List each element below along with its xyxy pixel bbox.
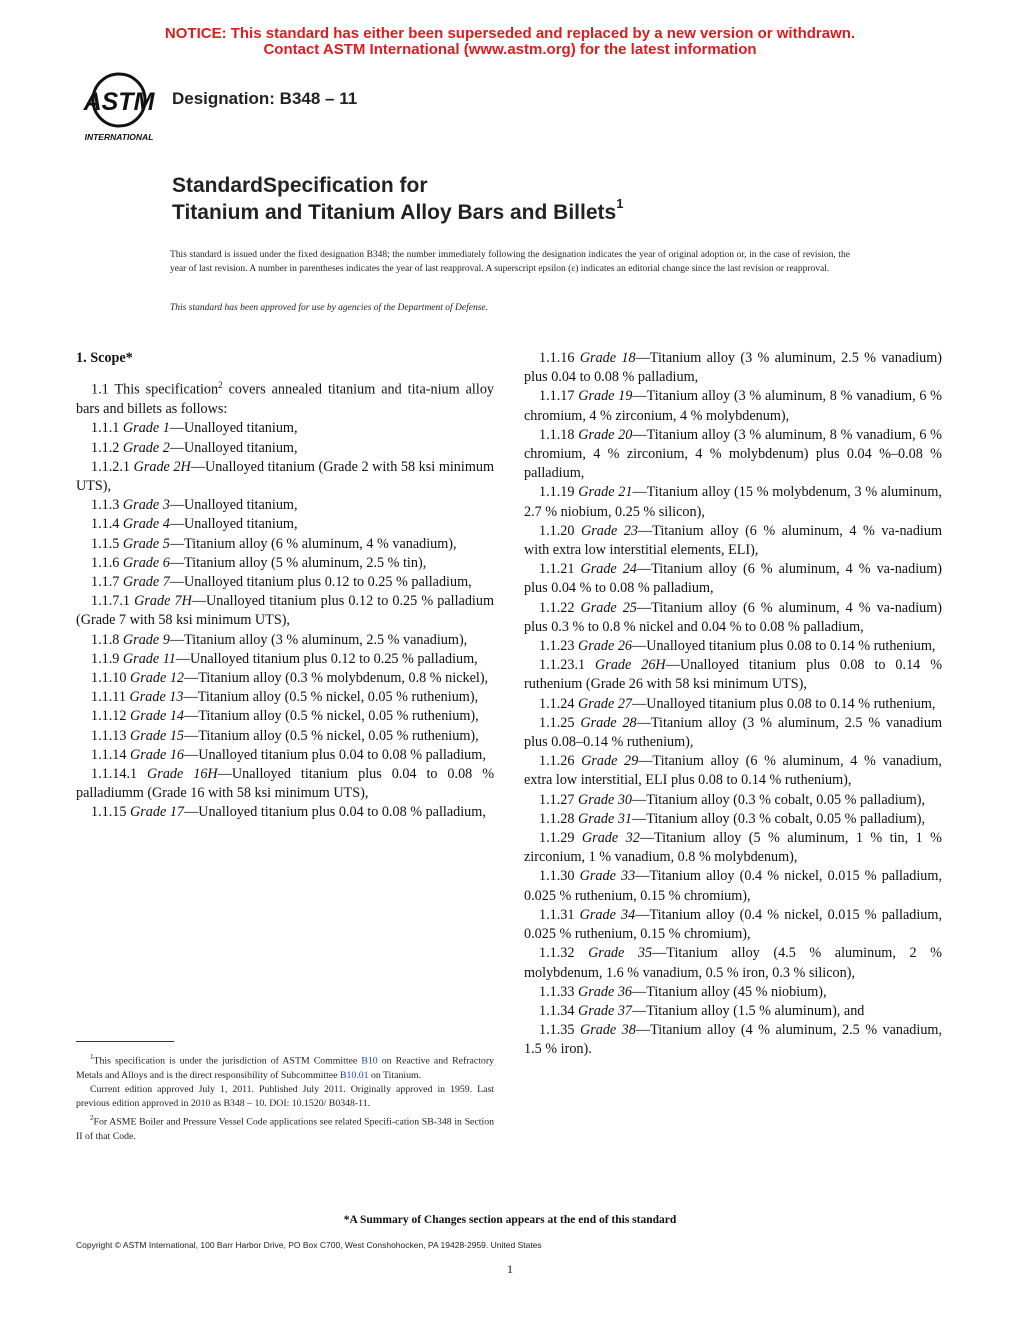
scope-item-text: —Titanium alloy (3 % aluminum, 8 % vanadium, 6 % chromium, 4 % zirconium, 4 % molybdenum) plus 0.04 %–0.08 % palladium,	[524, 426, 942, 482]
scope-item-text: —Titanium alloy (0.5 % nickel, 0.05 % ruthenium),	[184, 727, 479, 744]
grade-name: Grade 24	[580, 561, 637, 578]
scope-item	[524, 695, 942, 714]
footnotes	[76, 1050, 494, 1144]
withdrawal-notice	[0, 26, 1020, 58]
scope-item	[76, 746, 494, 765]
scope-item-number: 1.1.16	[539, 350, 580, 366]
scope-item-number: 1.1.14	[91, 746, 131, 763]
scope-item-number: 1.1.12	[91, 708, 131, 725]
astm-logo	[76, 70, 162, 146]
scope-item-text: —Titanium alloy (0.4 % nickel, 0.015 % palladium, 0.025 % ruthenium, 0.15 % chromium),	[524, 868, 942, 904]
scope-item	[76, 496, 494, 515]
scope-item-number: 1.1.17	[539, 388, 579, 405]
scope-item-number: 1.1.26	[539, 753, 582, 770]
scope-item	[76, 573, 494, 592]
scope-item	[76, 631, 494, 650]
grade-name: Grade 6	[122, 554, 170, 571]
scope-item-number: 1.1.28	[539, 810, 579, 827]
scope-item-text: —Titanium alloy (5 % aluminum, 2.5 % tin),	[169, 554, 427, 571]
scope-item-text: —Titanium alloy (0.4 % nickel, 0.015 % palladium, 0.025 % ruthenium, 0.15 % chromium),	[524, 906, 942, 943]
summary-of-changes-note: *A Summary of Changes section appears at the end of this standard	[343, 1214, 677, 1226]
scope-item	[76, 554, 494, 573]
scope-item-text: —Titanium alloy (4 % aluminum, 2.5 % vanadium, 1.5 % iron).	[524, 1022, 942, 1058]
scope-item-text: —Titanium alloy (3 % aluminum, 2.5 % vanadium) plus 0.04 to 0.08 % palladium,	[524, 350, 942, 386]
standard-title-line-1: StandardSpecification for	[172, 174, 428, 197]
scope-item	[524, 349, 942, 387]
scope-item	[524, 791, 942, 810]
scope-item-text: —Unalloyed titanium plus 0.04 to 0.08 % palladium,	[184, 804, 486, 821]
scope-item	[76, 515, 494, 534]
grade-name: Grade 1	[122, 420, 170, 437]
scope-item-text: —Unalloyed titanium,	[169, 497, 298, 514]
scope-item-text: —Unalloyed titanium plus 0.12 to 0.25 % palladium,	[175, 650, 478, 667]
grade-name: Grade 21	[578, 484, 633, 501]
scope-item-text: —Titanium alloy (0.5 % nickel, 0.05 % ruthenium),	[184, 708, 479, 725]
scope-item-number: 1.1.25	[539, 714, 581, 731]
scope-item	[524, 810, 942, 829]
grade-name: Grade 33	[579, 868, 636, 885]
scope-item-text: —Titanium alloy (0.3 % cobalt, 0.05 % palladium),	[632, 791, 926, 808]
grade-name: Grade 19	[578, 388, 633, 405]
grade-name: Grade 26	[578, 638, 633, 655]
title-footnote-mark: 1	[616, 196, 624, 211]
footnote-2-mark: 2	[90, 1114, 94, 1123]
grade-name: Grade 23	[581, 522, 638, 539]
grade-name: Grade 2H	[133, 458, 191, 475]
scope-item	[524, 483, 942, 521]
grade-name: Grade 20	[578, 426, 633, 443]
standard-title-line-2	[172, 196, 624, 225]
footnote-1	[76, 1050, 494, 1083]
scope-item-number: 1.1.10	[91, 669, 131, 686]
scope-item-number: 1.1.2.1	[91, 458, 134, 475]
grade-name: Grade 12	[130, 669, 185, 686]
scope-item	[524, 522, 942, 560]
scope-item-text: —Titanium alloy (3 % aluminum, 8 % vanadium, 6 % chromium, 4 % zirconium, 4 % molybdenum),	[524, 388, 942, 424]
scope-item	[524, 1021, 942, 1059]
scope-item-number: 1.1.22	[539, 599, 581, 616]
grade-name: Grade 11	[122, 650, 176, 667]
designation: Designation: B348 – 11	[172, 89, 358, 108]
footnote-rule	[76, 1041, 174, 1042]
scope-item	[76, 376, 494, 419]
scope-item-number: 1.1.24	[539, 695, 579, 712]
scope-item-text: —Titanium alloy (0.3 % molybdenum, 0.8 % nickel),	[184, 669, 489, 686]
grade-name: Grade 5	[122, 535, 170, 552]
scope-item-text: —Titanium alloy (6 % aluminum, 4 % vanadium, extra low interstitial, ELI plus 0.08 to 0.14 % ruthenium),	[524, 753, 942, 789]
scope-item	[524, 656, 942, 694]
footnote-1-text-b: on Reactive and Refractory Metals and Alloys and is the direct responsibility of Subcommittee	[76, 1055, 494, 1081]
footnote-ref: 2	[218, 380, 223, 391]
scope-item-number: 1.1.4	[91, 516, 123, 533]
scope-item-text: —Titanium alloy (6 % aluminum, 4 % va-nadium) plus 0.04 % to 0.08 % palladium,	[524, 561, 942, 597]
scope-item	[524, 983, 942, 1002]
footnote-1-text-c: on Titanium.	[368, 1069, 422, 1081]
scope-item-number: 1.1.7.1	[91, 593, 135, 610]
scope-item-text: —Unalloyed titanium,	[169, 516, 298, 533]
scope-item	[76, 707, 494, 726]
scope-item-text: —Titanium alloy (6 % aluminum, 4 % va-nadium) plus 0.3 % to 0.8 % nickel and 0.04 % to 0.08 % palladium,	[524, 599, 942, 635]
scope-item-text: —Unalloyed titanium plus 0.04 to 0.08 % palladiumm (Grade 16 with 58 ksi minimum UTS),	[76, 766, 495, 802]
scope-item-number: 1.1.1	[91, 420, 123, 437]
scope-item-text: —Unalloyed titanium plus 0.08 to 0.14 % ruthenium (Grade 26 with 58 ksi minimum UTS),	[524, 657, 943, 693]
scope-item-text: —Titanium alloy (0.5 % nickel, 0.05 % ruthenium),	[183, 689, 479, 706]
scope-item-number: 1.1.15	[91, 804, 131, 821]
grade-name: Grade 14	[130, 708, 185, 725]
scope-item-number: 1.1.8	[91, 631, 123, 648]
grade-name: Grade 15	[130, 727, 185, 744]
logo-subtext: INTERNATIONAL	[84, 132, 154, 142]
scope-item	[524, 944, 942, 982]
scope-item-text: —Titanium alloy (4.5 % aluminum, 2 % molybdenum, 1.6 % vanadium, 0.5 % iron, 0.3 % silicon),	[524, 945, 942, 981]
footnote-1-edition: Current edition approved July 1, 2011. Published July 2011. Originally approved in 1959. Last previous edition approved in 2010 as B348 – 10. DOI: 10.1520/ B0348-11.	[76, 1083, 494, 1110]
grade-name: Grade 27	[578, 695, 633, 712]
scope-item-text: —Titanium alloy (15 % molybdenum, 3 % aluminum, 2.7 % niobium, 0.25 % silicon),	[524, 484, 942, 520]
grade-name: Grade 25	[580, 599, 637, 616]
scope-item-text: —Titanium alloy (6 % aluminum, 4 % va-nadium with extra low interstitial elements, ELI),	[524, 522, 942, 559]
scope-item-number: 1.1.20	[539, 522, 581, 539]
astm-logo-icon	[76, 70, 162, 146]
grade-name: Grade 28	[580, 714, 637, 731]
scope-item-number: 1.1.32	[539, 945, 589, 962]
page-number: 1	[507, 1262, 513, 1276]
grade-name: Grade 4	[122, 516, 170, 533]
scope-item-text: —Titanium alloy (1.5 % aluminum), and	[632, 1002, 865, 1019]
grade-name: Grade 7	[122, 573, 170, 590]
scope-item-number: 1.1.33	[539, 983, 579, 1000]
grade-name: Grade 29	[581, 753, 639, 770]
scope-item	[76, 727, 494, 746]
scope-item-text: —Unalloyed titanium plus 0.04 to 0.08 % palladium,	[184, 746, 486, 763]
scope-item	[76, 592, 494, 630]
committee-b10-link[interactable]: B10	[361, 1055, 378, 1067]
scope-item	[524, 867, 942, 905]
grade-name: Grade 17	[130, 804, 185, 821]
scope-item	[524, 1002, 942, 1021]
scope-item-number: 1.1.7	[91, 573, 123, 590]
scope-item-text: —Titanium alloy (0.3 % cobalt, 0.05 % palladium),	[632, 810, 926, 827]
scope-item-number: 1.1.21	[539, 561, 581, 578]
grade-name: Grade 9	[122, 631, 170, 648]
grade-name: Grade 36	[578, 983, 633, 1000]
copyright: Copyright © ASTM International, 100 Barr Harbor Drive, PO Box C700, West Conshohocken, PA 19428-2959. United States	[76, 1240, 542, 1250]
scope-item	[76, 650, 494, 669]
scope-item	[76, 439, 494, 458]
scope-item	[524, 560, 942, 598]
scope-item-number: 1.1 This specification	[91, 381, 219, 398]
scope-item-number: 1.1.2	[91, 439, 123, 456]
scope-item-text: —Titanium alloy (45 % niobium),	[632, 983, 827, 1000]
notice-line-1: NOTICE: This standard has either been superseded and replaced by a new version or withdrawn.	[164, 25, 856, 42]
scope-item	[524, 752, 942, 790]
scope-item-text: —Titanium alloy (6 % aluminum, 4 % vanadium),	[169, 535, 457, 552]
scope-item	[76, 535, 494, 554]
scope-item-text: —Unalloyed titanium plus 0.08 to 0.14 % ruthenium,	[632, 695, 936, 712]
scope-item	[524, 714, 942, 752]
logo-text: ASTM	[83, 88, 155, 116]
scope-item-number: 1.1.3	[91, 497, 123, 514]
scope-item-number: 1.1.27	[539, 791, 579, 808]
scope-item-number: 1.1.14.1	[91, 766, 148, 782]
footnote-2-text: For ASME Boiler and Pressure Vessel Code applications see related Specifi-cation SB-348 in Section II of that Code.	[76, 1116, 494, 1143]
scope-item	[76, 688, 494, 707]
scope-item	[524, 829, 942, 867]
dod-approval: This standard has been approved for use by agencies of the Department of Defense.	[170, 303, 489, 313]
scope-item-text: —Unalloyed titanium,	[169, 420, 298, 437]
scope-item-number: 1.1.13	[91, 727, 131, 744]
scope-item-text: —Unalloyed titanium plus 0.08 to 0.14 % ruthenium,	[632, 638, 936, 655]
footnote-1-mark: 1	[90, 1053, 94, 1061]
left-column	[76, 349, 494, 823]
scope-item-number: 1.1.11	[91, 689, 130, 706]
footnote-1-text-a: This specification is under the jurisdiction of ASTM Committee	[93, 1055, 362, 1067]
scope-item-text: covers annealed titanium and tita-nium alloy bars and billets as follows:	[76, 381, 495, 418]
footnote-2	[76, 1111, 494, 1144]
scope-item	[524, 599, 942, 637]
scope-item	[76, 458, 494, 496]
scope-item-text: —Titanium alloy (3 % aluminum, 2.5 % vanadium),	[169, 631, 468, 648]
scope-item-number: 1.1.30	[539, 868, 580, 885]
grade-name: Grade 35	[588, 945, 653, 962]
scope-item-number: 1.1.35	[539, 1022, 580, 1039]
scope-item-number: 1.1.29	[539, 830, 582, 847]
scope-item-text: —Unalloyed titanium plus 0.12 to 0.25 % palladium (Grade 7 with 58 ksi minimum UTS),	[76, 593, 495, 629]
grade-name: Grade 13	[129, 689, 184, 706]
grade-name: Grade 7H	[134, 593, 192, 610]
grade-name: Grade 16H	[147, 766, 218, 782]
grade-name: Grade 37	[578, 1002, 633, 1019]
scope-item	[524, 637, 942, 656]
scope-item-number: 1.1.19	[539, 484, 579, 501]
scope-item	[524, 387, 942, 425]
scope-item	[76, 803, 494, 822]
grade-name: Grade 38	[579, 1022, 636, 1039]
scope-item-number: 1.1.6	[91, 554, 123, 571]
scope-item-number: 1.1.9	[91, 650, 123, 667]
grade-name: Grade 34	[579, 906, 636, 923]
scope-item-text: —Unalloyed titanium,	[169, 439, 298, 456]
grade-name: Grade 30	[578, 791, 633, 808]
scope-item	[76, 765, 494, 803]
right-column	[524, 349, 942, 1060]
scope-item-text: —Unalloyed titanium plus 0.12 to 0.25 % palladium,	[169, 573, 472, 590]
scope-item-number: 1.1.23	[539, 638, 579, 655]
grade-name: Grade 26H	[595, 657, 666, 674]
scope-item-text: —Unalloyed titanium (Grade 2 with 58 ksi minimum UTS),	[76, 458, 494, 494]
grade-name: Grade 31	[578, 810, 633, 827]
grade-name: Grade 3	[122, 497, 170, 514]
grade-name: Grade 16	[130, 746, 185, 763]
scope-item-number: 1.1.23.1	[539, 657, 596, 674]
grade-name: Grade 32	[581, 830, 640, 847]
scope-item-text: —Titanium alloy (5 % aluminum, 1 % tin, 1 % zirconium, 1 % vanadium, 0.8 % molybdenum),	[524, 830, 942, 866]
scope-item	[524, 906, 942, 944]
notice-line-2: Contact ASTM International (www.astm.org) for the latest information	[263, 41, 757, 58]
grade-name: Grade 18	[579, 350, 636, 366]
scope-item	[76, 419, 494, 438]
scope-item-number: 1.1.31	[539, 906, 580, 923]
scope-item-number: 1.1.34	[539, 1002, 579, 1019]
grade-name: Grade 2	[122, 439, 170, 456]
scope-item-text: —Titanium alloy (3 % aluminum, 2.5 % vanadium plus 0.08–0.14 % ruthenium),	[524, 714, 942, 751]
subcommittee-b1001-link[interactable]: B10.01	[339, 1069, 369, 1081]
title-text: Titanium and Titanium Alloy Bars and Billets	[172, 201, 617, 224]
scope-item	[76, 669, 494, 688]
scope-item	[524, 426, 942, 484]
scope-item-number: 1.1.5	[91, 535, 123, 552]
section-heading: 1. Scope*	[76, 350, 133, 366]
scope-item-number: 1.1.18	[539, 426, 579, 443]
preamble-text: This standard is issued under the fixed designation B348; the number immediately following the designation indicates the year of original adoption or, in the case of revision, the year of last revision. A number in parentheses indicates the year of last reapproval. A superscript epsilon (ε) indicates an editorial change since the last revision or reapproval.	[170, 250, 850, 274]
